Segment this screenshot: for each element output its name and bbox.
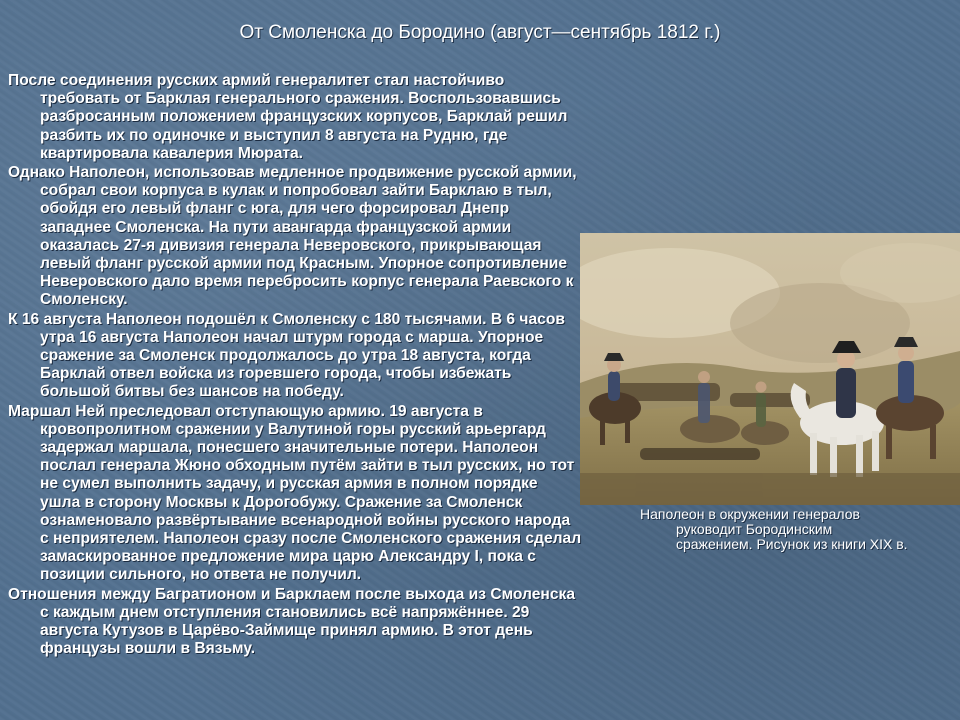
paragraph-4: Маршал Ней преследовал отступающую армию. 19 августа в кровопролитном сражении у Валутиной горы русский арьергард задержал маршала, понесшего значительные потери. Наполеон послал генерала Жюно обходным путём зайти в тыл русских, но тот не сумел выполнить задачу, и русская армия в полном порядке ушла в сторону Москвы к Дорогобужу. Сражение за Смоленск ознаменовало развёртывание всенародной войны русского народа с неприятелем. Наполеон сразу после Смоленского сражения сделал замаскированное предложение мира царю Александру I, пока с позиции сильного, но ответа не получил. bbox=[8, 402, 582, 584]
paragraph-1: После соединения русских армий генералитет стал настойчиво требовать от Барклая генерального сражения. Воспользовавшись разбросанным положением французских корпусов, Барклай решил разбить их по одиночке и выступил 8 августа на Рудню, где квартировала кавалерия Мюрата. bbox=[8, 72, 568, 162]
paragraph-3: К 16 августа Наполеон подошёл к Смоленску с 180 тысячами. В 6 часов утра 16 августа Наполеон начал штурм города с марша. Упорное сражение за Смоленск продолжалось до утра 18 августа, когда Барклай отвел войска из горевшего города, чтобы избежать большой битвы без шансов на победу. bbox=[8, 310, 565, 401]
paragraph-2: Однако Наполеон, использовав медленное продвижение русской армии, собрал свои корпуса в кулак и попробовал зайти Барклаю в тыл, обойдя его левый фланг с юга, для чего форсировал Днепр западнее Смоленска. На пути авангарда французской армии оказалась 27-я дивизия генерала Неверовского, прикрывающая левый фланг русской армии под Красным. Упорное сопротивление Неверовского дало время перебросить корпус генерала Раевского к Смоленску. bbox=[8, 164, 577, 309]
painting-napoleon-borodino bbox=[580, 233, 960, 505]
slide-body bbox=[8, 72, 582, 660]
paragraph-5: Отношения между Багратионом и Барклаем после выхода из Смоленска с каждым днем отступления становились всё напряжённее. 29 августа Кутузов в Царёво-Займище принял армию. В этот день французы вошли в Вязьму. bbox=[8, 585, 575, 658]
slide-title: От Смоленска до Бородино (август—сентябрь 1812 г.) bbox=[239, 22, 721, 43]
image-caption-text: Наполеон в окружении генералов руководит Бородинским сражением. Рисунок из книги XIX в. bbox=[640, 506, 908, 552]
image-caption bbox=[640, 507, 910, 552]
